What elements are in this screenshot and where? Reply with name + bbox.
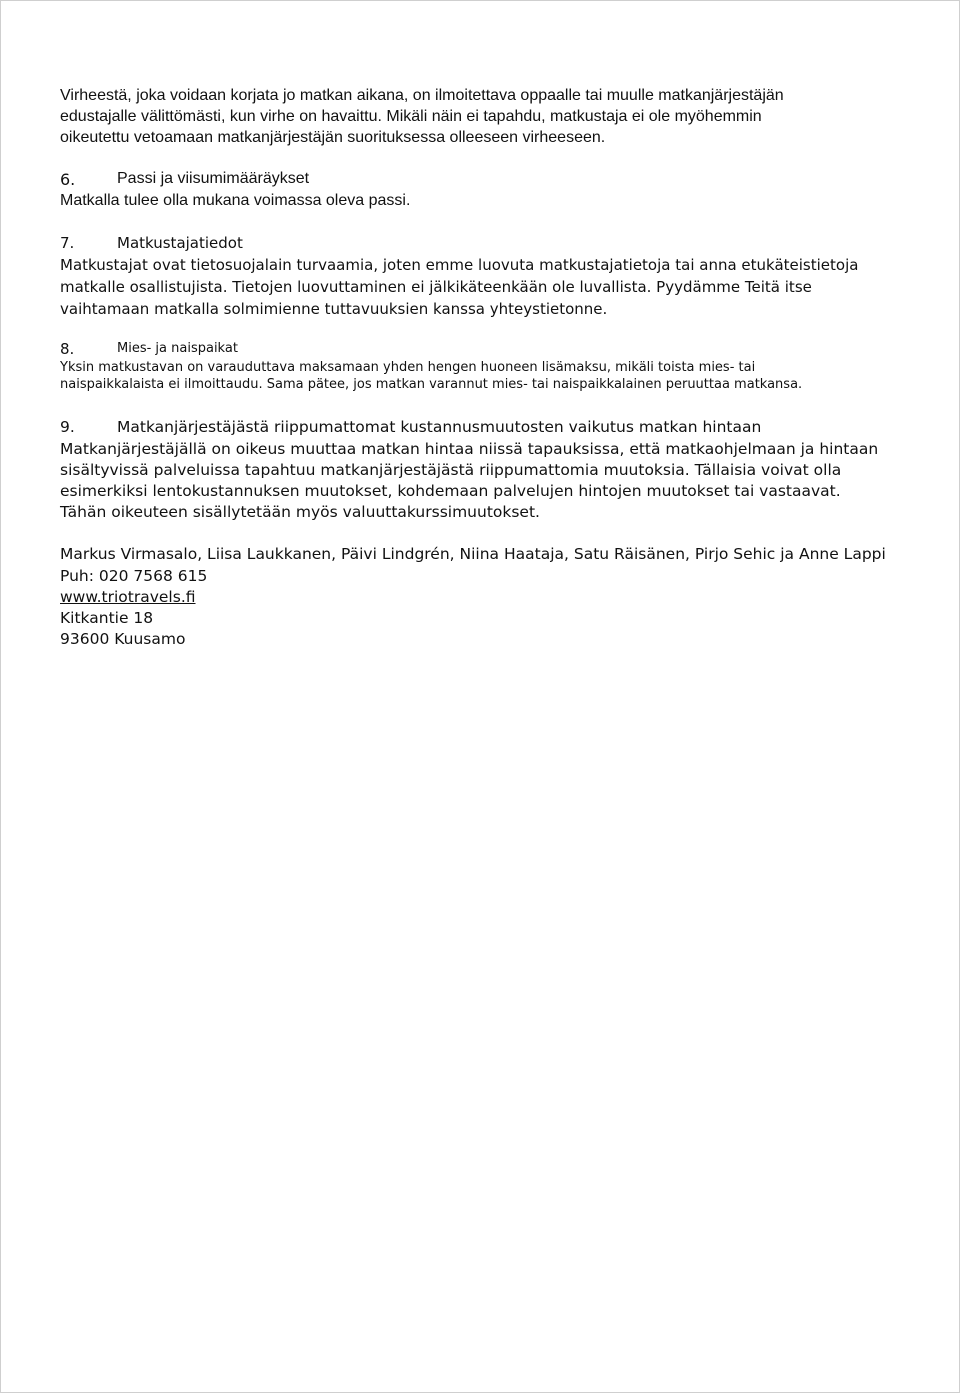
section-7-line-2: matkalle osallistujista. Tietojen luovuttaminen ei jälkikäteenkään ole luvallista. Pyydämme Teitä itse <box>60 278 812 296</box>
contact-website-line <box>60 588 196 606</box>
section-9-number: 9. <box>60 418 75 436</box>
section-6-title: Passi ja viisumimääräykset <box>117 170 310 187</box>
section-8-title: Mies- ja naispaikat <box>117 341 238 356</box>
contact-city: 93600 Kuusamo <box>60 630 186 648</box>
section-8-line-2: naispaikkalaista ei ilmoittaudu. Sama pätee, jos matkan varannut mies- tai naispaikkalainen peruuttaa matkansa. <box>60 377 803 392</box>
section-9-line-1: Matkanjärjestäjällä on oikeus muuttaa matkan hintaa niissä tapauksissa, että matkaohjelmaan ja hintaan <box>60 440 879 458</box>
intro-line-3: oikeutettu vetoamaan matkanjärjestäjän suorituksessa olleeseen virheeseen. <box>60 129 606 146</box>
section-9-line-2: sisältyvissä palveluissa tapahtuu matkanjärjestäjästä riippumattomia muutoksia. Tällaisia voivat olla <box>60 461 842 479</box>
website-link[interactable]: www.triotravels.fi <box>60 588 196 606</box>
section-8-line-1: Yksin matkustavan on varauduttava maksamaan yhden hengen huoneen lisämaksu, mikäli toista mies- tai <box>60 360 756 375</box>
contact-phone: Puh: 020 7568 615 <box>60 567 208 585</box>
section-8-number: 8. <box>60 340 75 358</box>
section-9-line-3: esimerkiksi lentokustannuksen muutokset, kohdemaan palvelujen hintojen muutokset tai vastaavat. <box>60 482 841 500</box>
section-9-title: Matkanjärjestäjästä riippumattomat kustannusmuutosten vaikutus matkan hintaan <box>117 418 762 436</box>
intro-line-1: Virheestä, joka voidaan korjata jo matkan aikana, on ilmoitettava oppaalle tai muulle matkanjärjestäjän <box>60 87 784 104</box>
section-7-number: 7. <box>60 234 75 252</box>
section-7-line-1: Matkustajat ovat tietosuojalain turvaamia, joten emme luovuta matkustajatietoja tai anna etukäteistietoja <box>60 256 859 274</box>
section-9-line-4: Tähän oikeuteen sisällytetään myös valuuttakurssimuutokset. <box>60 503 540 521</box>
intro-line-2: edustajalle välittömästi, kun virhe on havaittu. Mikäli näin ei tapahdu, matkustaja ei ole myöhemmin <box>60 108 762 125</box>
section-7-title: Matkustajatiedot <box>117 234 243 252</box>
section-6-number: 6. <box>60 170 76 189</box>
contact-names: Markus Virmasalo, Liisa Laukkanen, Päivi Lindgrén, Niina Haataja, Satu Räisänen, Pirjo Sehic ja Anne Lappi <box>60 545 886 563</box>
section-6-line-1: Matkalla tulee olla mukana voimassa oleva passi. <box>60 192 411 209</box>
contact-street: Kitkantie 18 <box>60 609 154 627</box>
section-7-line-3: vaihtamaan matkalla solmimienne tuttavuuksien kanssa yhteystietonne. <box>60 300 608 318</box>
